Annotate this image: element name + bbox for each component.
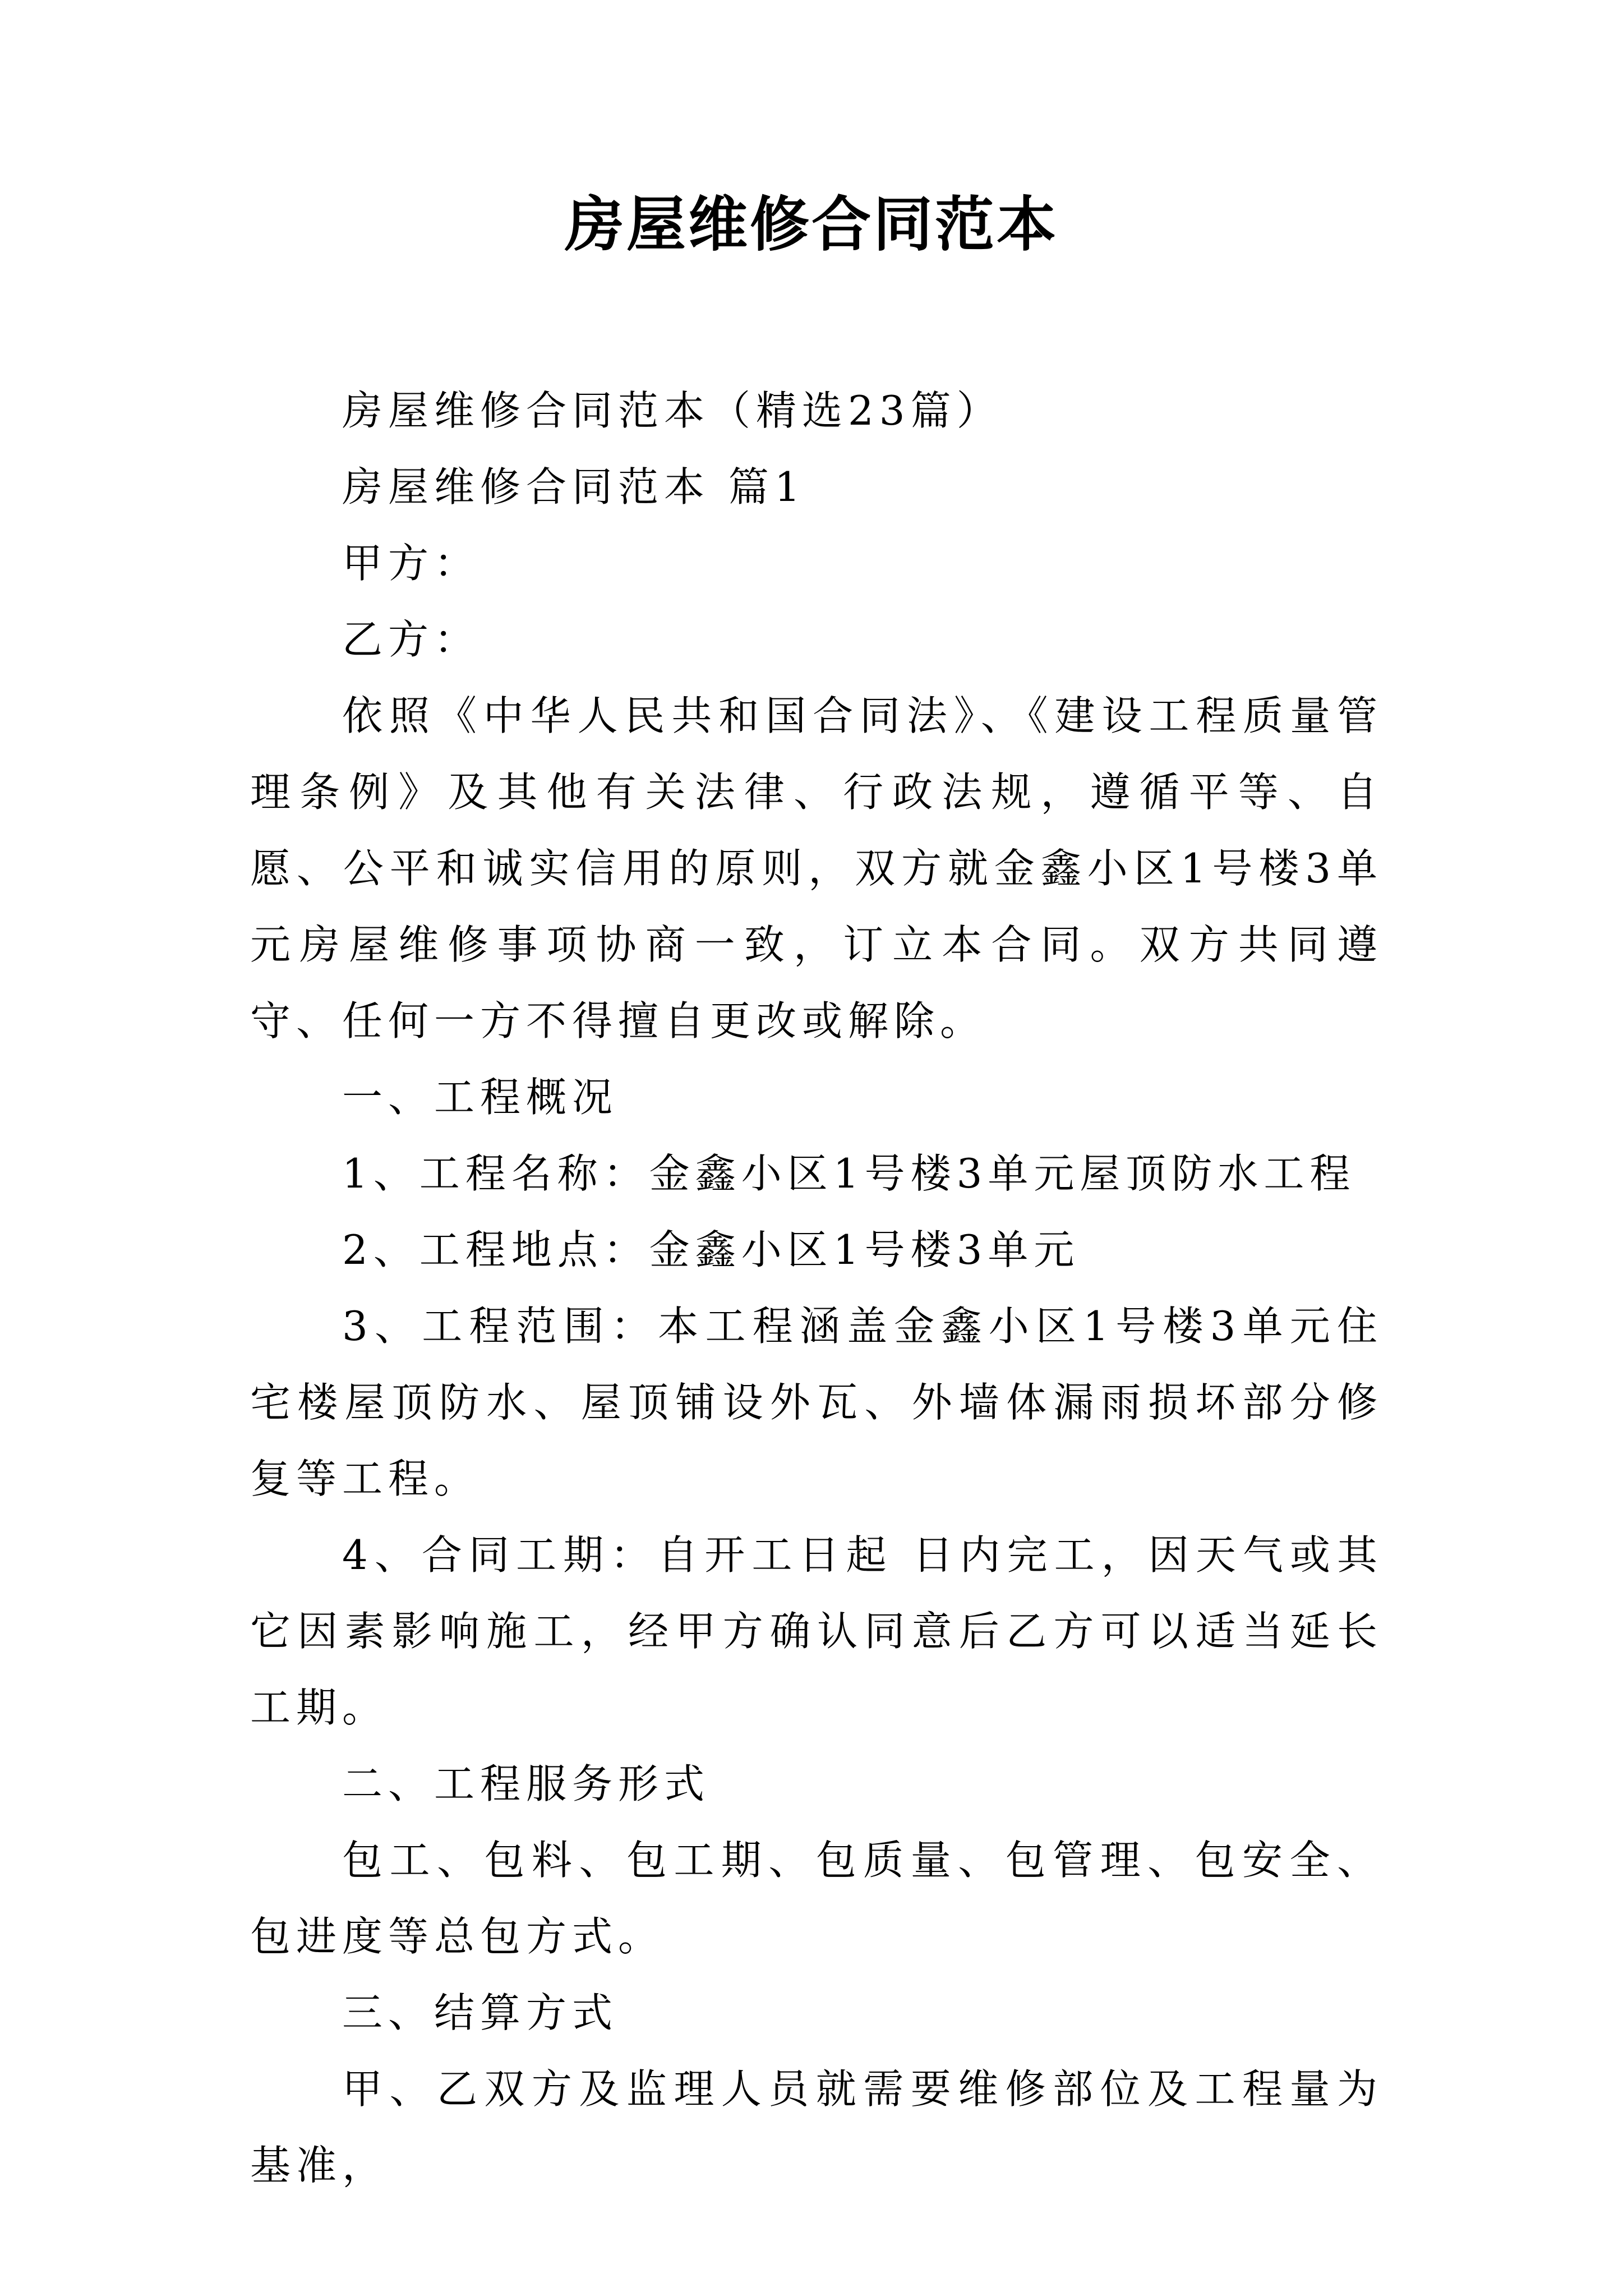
paragraph-section-heading: 房屋维修合同范本 篇1 [342,463,806,510]
document-body [250,372,1383,2203]
paragraph-preamble: 依照《中华人民共和国合同法》、《建设工程质量管理条例》及其他有关法律、行政法规，遵循平等、自愿、公平和诚实信用的原则，双方就金鑫小区1号楼3单元房屋维修事项协商一致，订立本合同。双方共同遵守、任何一方不得擅自更改或解除。 [250,692,1383,1045]
paragraph-service-form: 包工、包料、包工期、包质量、包管理、包安全、包进度等总包方式。 [250,1837,1383,1960]
paragraph-heading-service-form: 二、工程服务形式 [342,1760,711,1807]
paragraph-contract-period: 4、合同工期：自开工日起 日内完工，因天气或其它因素影响施工，经甲方确认同意后乙方可以适当延长工期。 [250,1531,1383,1731]
paragraph-party-b: 乙方： [342,616,481,663]
paragraph-subtitle: 房屋维修合同范本（精选23篇） [342,387,1003,434]
paragraph-project-location: 2、工程地点：金鑫小区1号楼3单元 [342,1226,1080,1273]
paragraph-settlement: 甲、乙双方及监理人员就需要维修部位及工程量为基准， [250,2065,1383,2189]
paragraph-heading-overview: 一、工程概况 [342,1074,619,1121]
paragraph-project-name: 1、工程名称：金鑫小区1号楼3单元屋顶防水工程 [342,1150,1356,1197]
document-title: 房屋维修合同范本 [565,189,1058,259]
paragraph-party-a: 甲方： [342,540,481,587]
paragraph-project-scope: 3、工程范围：本工程涵盖金鑫小区1号楼3单元住宅楼屋顶防水、屋顶铺设外瓦、外墙体漏雨损坏部分修复等工程。 [250,1303,1383,1502]
paragraph-heading-settlement: 三、结算方式 [342,1989,619,2036]
